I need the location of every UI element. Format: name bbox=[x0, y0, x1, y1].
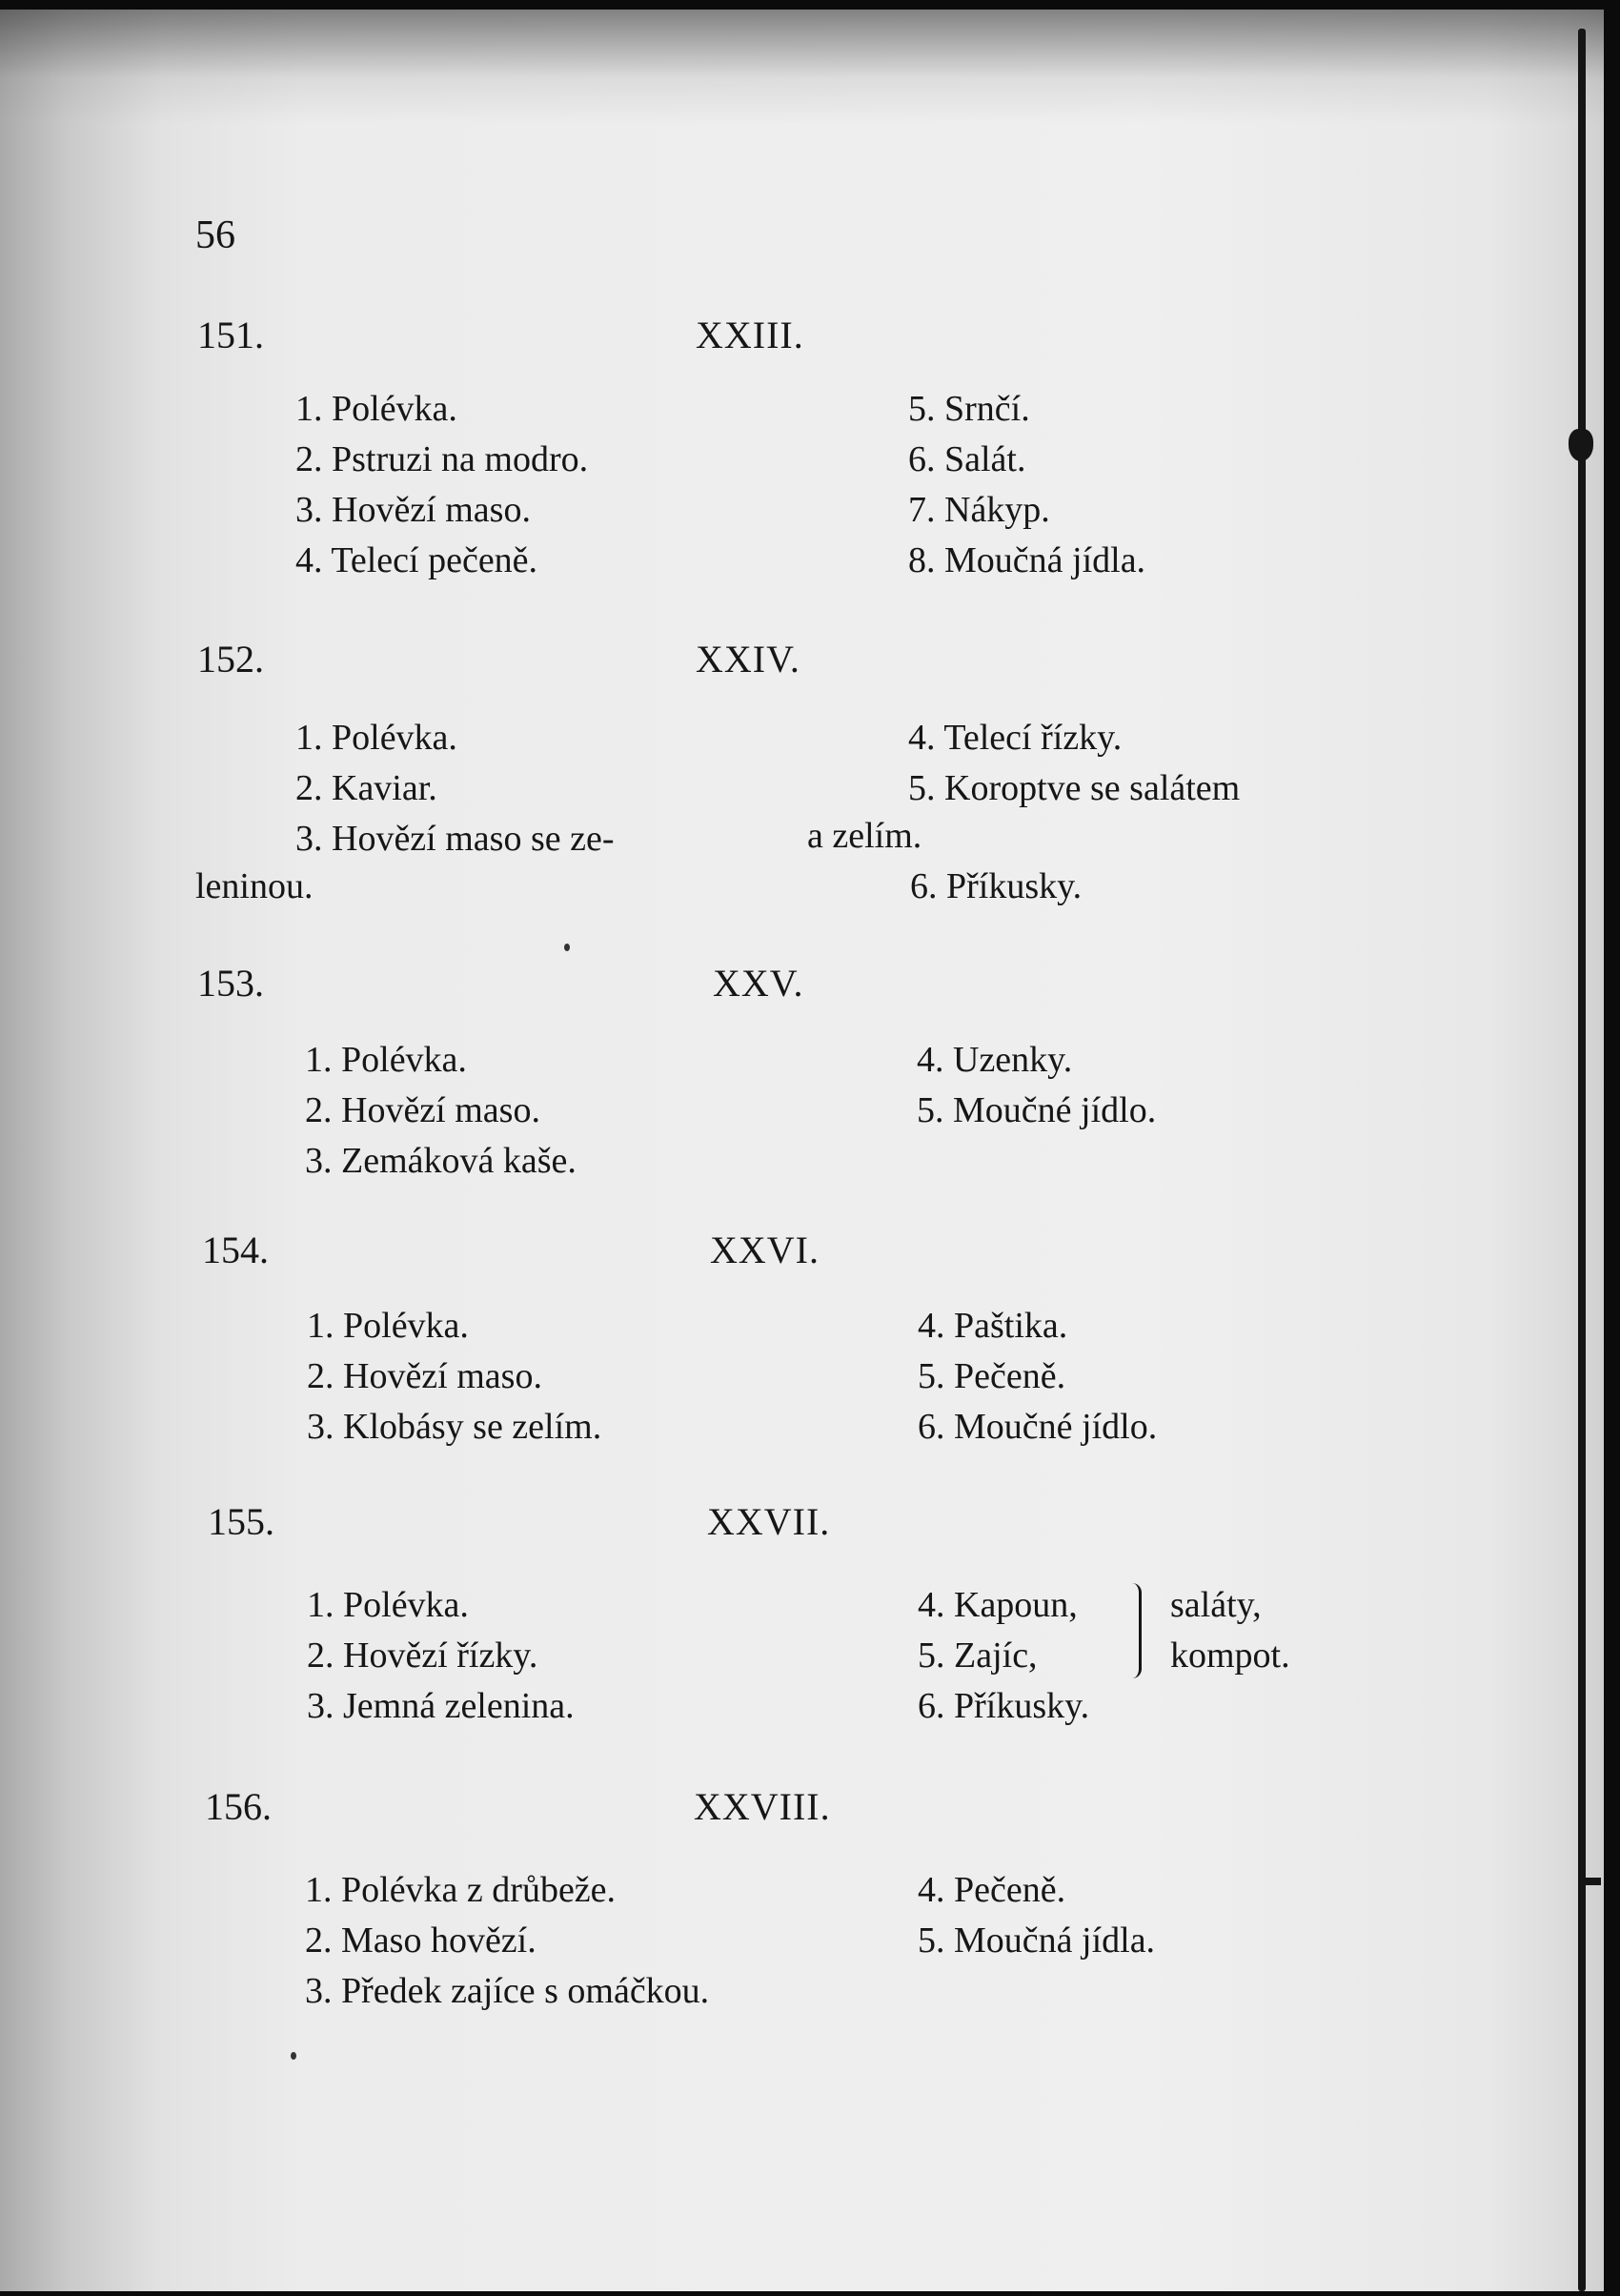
menu-right-column bbox=[918, 1865, 1155, 1966]
menu-section-xxv bbox=[0, 961, 1604, 1181]
menu-item: 1. Polévka z drůbeže. bbox=[305, 1870, 617, 1910]
menu-number: 152. bbox=[197, 638, 264, 681]
menu-roman-heading: XXIII. bbox=[696, 314, 804, 356]
menu-number: 151. bbox=[197, 314, 264, 356]
menu-item: 4. Pečeně. bbox=[918, 1870, 1066, 1910]
menu-item: 2. Hovězí maso. bbox=[305, 1090, 540, 1130]
menu-item: 6. Příkusky. bbox=[910, 866, 1083, 906]
menu-roman-heading: XXIV. bbox=[696, 638, 800, 681]
menu-item: 3. Hovězí maso. bbox=[295, 490, 531, 530]
menu-number: 154. bbox=[202, 1229, 269, 1271]
menu-right-column bbox=[908, 384, 1145, 586]
menu-item: 7. Nákyp. bbox=[908, 490, 1050, 530]
menu-item: 5. Zajíc, bbox=[918, 1636, 1038, 1676]
menu-item: 3. Hovězí maso se ze- bbox=[295, 819, 615, 859]
book-page bbox=[0, 10, 1604, 2291]
menu-item: 4. Kapoun, bbox=[918, 1585, 1078, 1625]
menu-left-column bbox=[307, 1580, 575, 1732]
menu-item-continuation: a zelím. bbox=[807, 816, 922, 856]
menu-roman-heading: XXVIII. bbox=[694, 1785, 831, 1828]
menu-item-continuation: leninou. bbox=[195, 866, 314, 906]
menu-roman-heading: XXVI. bbox=[710, 1229, 820, 1271]
menu-item: 5. Koroptve se salátem bbox=[908, 768, 1241, 808]
menu-number: 156. bbox=[205, 1785, 272, 1828]
menu-item: 4. Telecí pečeně. bbox=[295, 540, 538, 580]
menu-item: 4. Telecí řízky. bbox=[908, 718, 1123, 758]
menu-item: 4. Paštika. bbox=[918, 1306, 1068, 1346]
ink-speck bbox=[291, 2052, 296, 2060]
menu-item: 1. Polévka. bbox=[295, 389, 457, 429]
menu-item: 5. Srnčí. bbox=[908, 389, 1030, 429]
menu-item: 1. Polévka. bbox=[305, 1040, 467, 1080]
menu-right-column bbox=[908, 713, 1240, 814]
brace-note: saláty, bbox=[1170, 1585, 1262, 1625]
menu-item: 8. Moučná jídla. bbox=[908, 540, 1146, 580]
menu-roman-heading: XXV. bbox=[713, 962, 804, 1005]
menu-section-xxvii bbox=[0, 1499, 1604, 1726]
menu-section-xxiv bbox=[0, 637, 1604, 906]
menu-right-column bbox=[918, 1301, 1157, 1453]
menu-item: 6. Moučné jídlo. bbox=[918, 1407, 1158, 1447]
menu-left-column bbox=[305, 1035, 577, 1187]
menu-item: 3. Jemná zelenina. bbox=[307, 1686, 575, 1726]
menu-item: 1. Polévka. bbox=[295, 718, 457, 758]
menu-item: 1. Polévka. bbox=[307, 1306, 469, 1346]
menu-item: 3. Klobásy se zelím. bbox=[307, 1407, 602, 1447]
menu-number: 153. bbox=[197, 962, 264, 1005]
menu-item: 4. Uzenky. bbox=[917, 1040, 1073, 1080]
brace-notes bbox=[1170, 1580, 1290, 1681]
menu-item: 6. Příkusky. bbox=[918, 1686, 1090, 1726]
menu-item: 5. Moučná jídla. bbox=[918, 1920, 1156, 1961]
menu-roman-heading: XXVII. bbox=[707, 1500, 831, 1543]
menu-left-column bbox=[295, 713, 615, 864]
brace-note: kompot. bbox=[1170, 1636, 1290, 1676]
menu-item: 1. Polévka. bbox=[307, 1585, 469, 1625]
menu-right-column bbox=[918, 1580, 1089, 1732]
binding-mark bbox=[1580, 1878, 1601, 1885]
menu-item: 2. Hovězí maso. bbox=[307, 1356, 542, 1396]
menu-item: 3. Zemáková kaše. bbox=[305, 1141, 577, 1181]
menu-section-xxvi bbox=[0, 1228, 1604, 1447]
menu-item: 2. Maso hovězí. bbox=[305, 1920, 537, 1961]
menu-left-column bbox=[305, 1865, 709, 2017]
menu-item: 5. Pečeně. bbox=[918, 1356, 1066, 1396]
page-binding-edge bbox=[1578, 29, 1586, 2291]
menu-item: 6. Salát. bbox=[908, 439, 1026, 479]
menu-left-column bbox=[295, 384, 588, 586]
menu-section-xxviii bbox=[0, 1784, 1604, 2011]
menu-item: 3. Předek zajíce s omáčkou. bbox=[305, 1971, 710, 2011]
menu-right-column bbox=[917, 1035, 1156, 1136]
menu-section-xxiii bbox=[0, 313, 1604, 580]
menu-item: 5. Moučné jídlo. bbox=[917, 1090, 1157, 1130]
menu-item: 2. Pstruzi na modro. bbox=[295, 439, 589, 479]
menu-number: 155. bbox=[208, 1500, 274, 1543]
ink-speck bbox=[564, 944, 570, 951]
menu-item: 2. Kaviar. bbox=[295, 768, 437, 808]
menu-item: 2. Hovězí řízky. bbox=[307, 1636, 538, 1676]
curly-brace bbox=[1129, 1583, 1142, 1678]
page-number: 56 bbox=[195, 213, 235, 257]
menu-left-column bbox=[307, 1301, 601, 1453]
